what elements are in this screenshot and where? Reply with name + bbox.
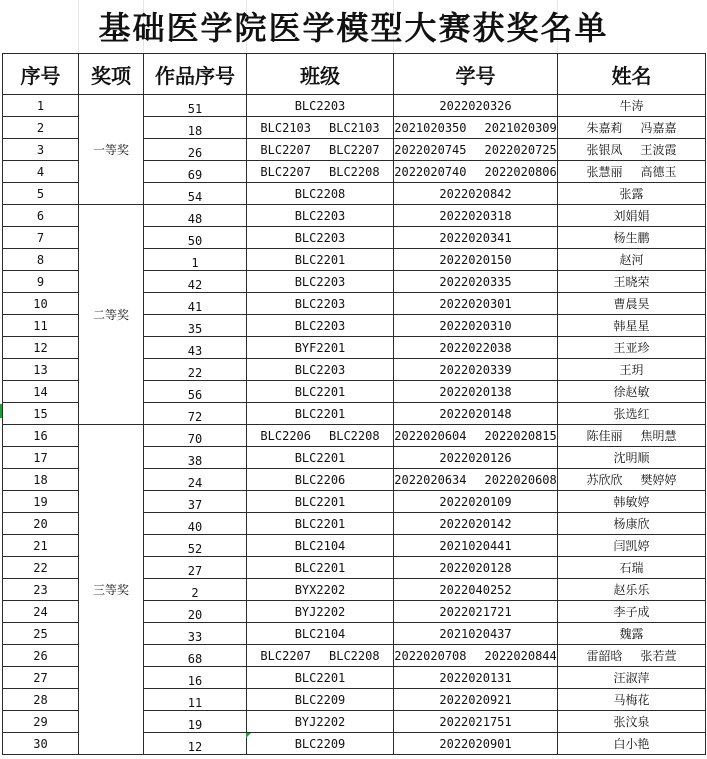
- cell-class[interactable]: [247, 711, 394, 733]
- cell-class-value: BLC2203: [294, 230, 346, 245]
- cell-name[interactable]: [558, 579, 706, 601]
- cell-student-id-value: 2022020901: [439, 736, 512, 751]
- cell-class-value: BLC2103: [329, 120, 380, 135]
- cell-class[interactable]: [247, 337, 394, 359]
- cell-class[interactable]: [247, 381, 394, 403]
- cell-student-id[interactable]: [394, 689, 558, 711]
- cell-class[interactable]: [247, 425, 394, 447]
- cell-name-value: 魏露: [619, 627, 644, 641]
- cell-seq[interactable]: 2: [3, 117, 79, 139]
- cell-name[interactable]: [558, 425, 706, 447]
- cell-work-no[interactable]: 22: [144, 359, 247, 381]
- header-class[interactable]: 班级: [247, 54, 394, 95]
- cell-student-id-value: 2022020815: [484, 428, 557, 443]
- cell-class[interactable]: [247, 579, 394, 601]
- cell-award[interactable]: 二等奖: [79, 205, 144, 425]
- cell-class-value: BLC2201: [294, 670, 346, 685]
- cell-class[interactable]: [247, 205, 394, 227]
- cell-class[interactable]: [247, 139, 394, 161]
- cell-seq[interactable]: 16: [3, 425, 79, 447]
- cell-work-no[interactable]: 12: [144, 733, 247, 755]
- cell-class[interactable]: [247, 601, 394, 623]
- cell-work-no[interactable]: 72: [144, 403, 247, 425]
- cell-name[interactable]: [558, 271, 706, 293]
- cell-seq[interactable]: 9: [3, 271, 79, 293]
- cell-name-value: 杨生鹏: [613, 231, 650, 245]
- cell-student-id[interactable]: [394, 183, 558, 205]
- cell-student-id-value: 2022020128: [439, 560, 512, 575]
- cell-work-no[interactable]: 70: [144, 425, 247, 447]
- cell-student-id-value: 2022020842: [439, 186, 512, 201]
- cell-name[interactable]: [558, 447, 706, 469]
- cell-name[interactable]: [558, 183, 706, 205]
- cell-seq[interactable]: 21: [3, 535, 79, 557]
- cell-class-value: BLC2201: [294, 406, 346, 421]
- cell-name[interactable]: [558, 513, 706, 535]
- cell-work-no[interactable]: 26: [144, 139, 247, 161]
- cell-work-no[interactable]: 41: [144, 293, 247, 315]
- cell-class[interactable]: [247, 689, 394, 711]
- cell-student-id-value: 2022020740: [394, 164, 467, 179]
- cell-student-id-value: 2022020745: [394, 142, 467, 157]
- cell-name[interactable]: [558, 161, 706, 183]
- header-name[interactable]: 姓名: [558, 54, 706, 95]
- cell-student-id-value: 2022020921: [439, 692, 512, 707]
- cell-student-id[interactable]: [394, 513, 558, 535]
- cell-name[interactable]: [558, 645, 706, 667]
- cell-student-id[interactable]: [394, 645, 558, 667]
- cell-student-id[interactable]: [394, 271, 558, 293]
- cell-student-id-value: 2022020148: [439, 406, 512, 421]
- cell-work-no[interactable]: 11: [144, 689, 247, 711]
- cell-student-id[interactable]: [394, 117, 558, 139]
- cell-work-no[interactable]: 1: [144, 249, 247, 271]
- cell-name-value: 牛涛: [619, 99, 644, 113]
- cell-student-id-value: 2022020126: [439, 450, 512, 465]
- cell-class-value: BLC2209: [294, 692, 346, 707]
- cell-name[interactable]: [558, 469, 706, 491]
- cell-student-id-value: 2022020335: [439, 274, 512, 289]
- cell-student-id-value: 2021020437: [439, 626, 512, 641]
- cell-class-value: BLC2104: [294, 626, 346, 641]
- cell-student-id-value: 2022020142: [439, 516, 512, 531]
- cell-seq[interactable]: 7: [3, 227, 79, 249]
- cell-work-no[interactable]: 2: [144, 579, 247, 601]
- cell-name-value: 闫凯婷: [613, 539, 650, 553]
- cell-class-value: BLC2208: [294, 186, 346, 201]
- cell-student-id-value: 2022020326: [439, 98, 512, 113]
- cell-student-id-value: 2022020708: [394, 648, 467, 663]
- cell-class-value: BLC2208: [329, 164, 380, 179]
- cell-work-no[interactable]: 33: [144, 623, 247, 645]
- cell-work-no[interactable]: 19: [144, 711, 247, 733]
- header-student-id[interactable]: 学号: [394, 54, 558, 95]
- cell-name-value: 焦明慧: [640, 429, 677, 443]
- cell-class-value: BLC2207: [260, 648, 311, 663]
- cell-student-id[interactable]: [394, 711, 558, 733]
- cell-name-value: 赵乐乐: [613, 583, 650, 597]
- cell-class[interactable]: [247, 227, 394, 249]
- cell-class-value: BLC2203: [294, 362, 346, 377]
- cell-seq[interactable]: 29: [3, 711, 79, 733]
- cell-student-id-value: 2022020806: [484, 164, 557, 179]
- cell-class[interactable]: [247, 271, 394, 293]
- cell-student-id-value: 2021020309: [484, 120, 557, 135]
- cell-name-value: 朱嘉莉: [586, 121, 623, 135]
- cell-award[interactable]: 三等奖: [79, 425, 144, 755]
- cell-student-id[interactable]: [394, 557, 558, 579]
- cell-work-no[interactable]: 54: [144, 183, 247, 205]
- table-row: [3, 205, 706, 227]
- cell-student-id[interactable]: [394, 227, 558, 249]
- cell-class[interactable]: [247, 293, 394, 315]
- cell-work-no[interactable]: 37: [144, 491, 247, 513]
- cell-work-no[interactable]: 24: [144, 469, 247, 491]
- cell-name[interactable]: [558, 491, 706, 513]
- cell-name-value: 高德玉: [640, 165, 677, 179]
- cell-seq[interactable]: 12: [3, 337, 79, 359]
- cell-name-value: 陈佳丽: [586, 429, 623, 443]
- cell-class-value: BLC2207: [329, 142, 380, 157]
- cell-name-value: 张汶泉: [613, 715, 650, 729]
- cell-work-no[interactable]: 35: [144, 315, 247, 337]
- cell-seq[interactable]: 1: [3, 95, 79, 117]
- cell-class-value: BLC2201: [294, 384, 346, 399]
- header-seq[interactable]: 序号: [3, 54, 79, 95]
- cell-name-value: 张若萱: [640, 649, 677, 663]
- cell-class-value: BYJ2202: [294, 604, 346, 619]
- cell-class[interactable]: [247, 403, 394, 425]
- cell-class-value: BLC2203: [294, 98, 346, 113]
- cell-class-value: BYX2202: [294, 582, 346, 597]
- cell-class[interactable]: [247, 623, 394, 645]
- cell-class[interactable]: [247, 535, 394, 557]
- cell-work-no[interactable]: 48: [144, 205, 247, 227]
- cell-student-id[interactable]: [394, 579, 558, 601]
- cell-student-id[interactable]: [394, 425, 558, 447]
- cell-name[interactable]: [558, 337, 706, 359]
- cell-award[interactable]: 一等奖: [79, 95, 144, 205]
- cell-seq[interactable]: 27: [3, 667, 79, 689]
- cell-student-id-value: 2022020150: [439, 252, 512, 267]
- cell-name[interactable]: [558, 315, 706, 337]
- cell-name[interactable]: [558, 249, 706, 271]
- cell-class-value: BLC2207: [260, 164, 311, 179]
- cell-name[interactable]: [558, 601, 706, 623]
- cell-work-no[interactable]: 56: [144, 381, 247, 403]
- cell-student-id[interactable]: [394, 293, 558, 315]
- header-row: [3, 54, 706, 95]
- cell-name-value: 王晓荣: [613, 275, 650, 289]
- cell-class[interactable]: [247, 249, 394, 271]
- cell-seq[interactable]: 11: [3, 315, 79, 337]
- cell-name[interactable]: [558, 227, 706, 249]
- cell-student-id-value: 2022020310: [439, 318, 512, 333]
- cell-student-id[interactable]: [394, 469, 558, 491]
- table-row: [3, 425, 706, 447]
- cell-student-id-value: 2022021721: [439, 604, 512, 619]
- cell-work-no[interactable]: 52: [144, 535, 247, 557]
- cell-work-no[interactable]: 20: [144, 601, 247, 623]
- cell-class-value: BLC2203: [294, 318, 346, 333]
- cell-name-value: 汪淑萍: [613, 671, 650, 685]
- cell-student-id[interactable]: [394, 95, 558, 117]
- cell-work-no[interactable]: 51: [144, 95, 247, 117]
- cell-class-value: BLC2203: [294, 296, 346, 311]
- cell-seq[interactable]: 18: [3, 469, 79, 491]
- cell-seq[interactable]: 4: [3, 161, 79, 183]
- cell-name[interactable]: [558, 95, 706, 117]
- cell-class[interactable]: [247, 447, 394, 469]
- cell-indicator: [0, 404, 2, 418]
- cell-class-value: BYF2201: [294, 340, 346, 355]
- cell-seq[interactable]: 19: [3, 491, 79, 513]
- page-title: 基础医学院医学模型大赛获奖名单: [98, 9, 609, 47]
- cell-name-value: 张选红: [613, 407, 650, 421]
- cell-student-id[interactable]: [394, 667, 558, 689]
- cell-name[interactable]: [558, 535, 706, 557]
- cell-work-no[interactable]: 27: [144, 557, 247, 579]
- cell-student-id-value: 2022020109: [439, 494, 512, 509]
- cell-student-id[interactable]: [394, 381, 558, 403]
- cell-name-value: 曹晨昊: [613, 297, 650, 311]
- awards-table: [2, 53, 706, 755]
- cell-class[interactable]: [247, 161, 394, 183]
- error-indicator-icon: [246, 733, 251, 738]
- cell-student-id-value: 2022020131: [439, 670, 512, 685]
- cell-work-no[interactable]: 42: [144, 271, 247, 293]
- cell-seq[interactable]: 10: [3, 293, 79, 315]
- cell-class-value: BLC2201: [294, 494, 346, 509]
- cell-name-value: 苏欣欣: [586, 473, 623, 487]
- cell-student-id[interactable]: [394, 491, 558, 513]
- cell-work-no[interactable]: 69: [144, 161, 247, 183]
- cell-seq[interactable]: 14: [3, 381, 79, 403]
- cell-name[interactable]: [558, 711, 706, 733]
- cell-class-value: BLC2208: [329, 648, 380, 663]
- cell-class-value: BLC2203: [294, 208, 346, 223]
- cell-student-id-value: 2021020441: [439, 538, 512, 553]
- cell-name[interactable]: [558, 139, 706, 161]
- cell-seq[interactable]: 17: [3, 447, 79, 469]
- cell-class[interactable]: [247, 645, 394, 667]
- cell-name-value: 王波霞: [640, 143, 677, 157]
- cell-student-id[interactable]: [394, 733, 558, 755]
- cell-name-value: 白小艳: [613, 737, 650, 751]
- cell-class-value: BLC2201: [294, 560, 346, 575]
- cell-name-value: 韩敏婷: [613, 495, 650, 509]
- cell-class-value: BYJ2202: [294, 714, 346, 729]
- cell-class-value: BLC2208: [329, 428, 380, 443]
- cell-name-value: 雷韶晗: [586, 649, 623, 663]
- cell-name-value: 徐赵敏: [613, 385, 650, 399]
- cell-student-id-value: 2022020634: [394, 472, 467, 487]
- cell-name[interactable]: [558, 359, 706, 381]
- cell-class-value: BLC2201: [294, 252, 346, 267]
- cell-student-id[interactable]: [394, 249, 558, 271]
- cell-student-id-value: 2021020350: [394, 120, 467, 135]
- cell-seq[interactable]: 3: [3, 139, 79, 161]
- cell-student-id-value: 2022020341: [439, 230, 512, 245]
- cell-name-value: 赵河: [619, 253, 644, 267]
- cell-class-value: BLC2206: [294, 472, 346, 487]
- cell-seq[interactable]: 5: [3, 183, 79, 205]
- cell-student-id[interactable]: [394, 161, 558, 183]
- cell-name-value: 王亚珍: [613, 341, 650, 355]
- cell-seq[interactable]: 30: [3, 733, 79, 755]
- cell-name[interactable]: [558, 293, 706, 315]
- cell-class[interactable]: [247, 491, 394, 513]
- cell-student-id[interactable]: [394, 623, 558, 645]
- cell-student-id[interactable]: [394, 447, 558, 469]
- cell-work-no[interactable]: 16: [144, 667, 247, 689]
- cell-seq[interactable]: 22: [3, 557, 79, 579]
- cell-class[interactable]: [247, 315, 394, 337]
- cell-name-value: 张露: [619, 187, 644, 201]
- cell-student-id-value: 2022040252: [439, 582, 512, 597]
- cell-student-id[interactable]: [394, 139, 558, 161]
- cell-work-no[interactable]: 40: [144, 513, 247, 535]
- cell-name-value: 石瑞: [619, 561, 644, 575]
- cell-name-value: 马梅花: [613, 693, 650, 707]
- cell-name-value: 张银凤: [586, 143, 623, 157]
- cell-class[interactable]: [247, 733, 394, 755]
- cell-name[interactable]: [558, 381, 706, 403]
- cell-class[interactable]: [247, 117, 394, 139]
- cell-seq[interactable]: 13: [3, 359, 79, 381]
- cell-name-value: 樊婷婷: [640, 473, 677, 487]
- cell-work-no[interactable]: 68: [144, 645, 247, 667]
- cell-name-value: 杨康欣: [613, 517, 650, 531]
- cell-student-id[interactable]: [394, 601, 558, 623]
- cell-student-id[interactable]: [394, 337, 558, 359]
- cell-work-no[interactable]: 43: [144, 337, 247, 359]
- cell-student-id-value: 2022020301: [439, 296, 512, 311]
- cell-student-id-value: 2022020608: [484, 472, 557, 487]
- table-body: [3, 95, 706, 755]
- cell-name[interactable]: [558, 403, 706, 425]
- cell-class-value: BLC2206: [260, 428, 311, 443]
- cell-student-id[interactable]: [394, 315, 558, 337]
- cell-name[interactable]: [558, 623, 706, 645]
- cell-name[interactable]: [558, 733, 706, 755]
- cell-name-value: 王玥: [619, 363, 644, 377]
- cell-class-value: BLC2201: [294, 516, 346, 531]
- cell-seq[interactable]: 20: [3, 513, 79, 535]
- cell-class-value: BLC2203: [294, 274, 346, 289]
- cell-name-value: 冯嘉嘉: [640, 121, 677, 135]
- cell-work-no[interactable]: 50: [144, 227, 247, 249]
- cell-class[interactable]: [247, 667, 394, 689]
- cell-student-id-value: 2022020138: [439, 384, 512, 399]
- header-award[interactable]: 奖项: [79, 54, 144, 95]
- cell-student-id[interactable]: [394, 535, 558, 557]
- cell-name[interactable]: [558, 689, 706, 711]
- cell-seq[interactable]: 24: [3, 601, 79, 623]
- cell-name-value: 李子成: [613, 605, 650, 619]
- cell-class-value: BLC2103: [260, 120, 311, 135]
- header-work-no[interactable]: 作品序号: [144, 54, 247, 95]
- cell-name[interactable]: [558, 117, 706, 139]
- cell-student-id[interactable]: [394, 359, 558, 381]
- cell-work-no[interactable]: 38: [144, 447, 247, 469]
- cell-seq[interactable]: 25: [3, 623, 79, 645]
- cell-class[interactable]: [247, 359, 394, 381]
- cell-student-id-value: 2022021751: [439, 714, 512, 729]
- cell-student-id-value: 2022020844: [484, 648, 557, 663]
- cell-class-value: BLC2207: [260, 142, 311, 157]
- cell-student-id-value: 2022020339: [439, 362, 512, 377]
- cell-student-id-value: 2022022038: [439, 340, 512, 355]
- cell-name[interactable]: [558, 557, 706, 579]
- cell-student-id-value: 2022020604: [394, 428, 467, 443]
- cell-student-id[interactable]: [394, 403, 558, 425]
- cell-class-value: BLC2201: [294, 450, 346, 465]
- cell-name-value: 沈明顺: [613, 451, 650, 465]
- cell-name[interactable]: [558, 667, 706, 689]
- cell-student-id-value: 2022020725: [484, 142, 557, 157]
- cell-class-value: BLC2104: [294, 538, 346, 553]
- cell-class[interactable]: [247, 183, 394, 205]
- cell-name-value: 刘娟娟: [613, 209, 650, 223]
- cell-class[interactable]: [247, 513, 394, 535]
- cell-name-value: 张慧丽: [586, 165, 623, 179]
- table-row: [3, 95, 706, 117]
- cell-seq[interactable]: 8: [3, 249, 79, 271]
- cell-seq[interactable]: 6: [3, 205, 79, 227]
- cell-class-value: BLC2209: [294, 736, 346, 751]
- cell-class[interactable]: [247, 95, 394, 117]
- cell-seq[interactable]: 26: [3, 645, 79, 667]
- cell-name[interactable]: [558, 205, 706, 227]
- cell-seq[interactable]: 15: [3, 403, 79, 425]
- cell-student-id[interactable]: [394, 205, 558, 227]
- cell-work-no[interactable]: 18: [144, 117, 247, 139]
- cell-class[interactable]: [247, 469, 394, 491]
- cell-class[interactable]: [247, 557, 394, 579]
- cell-seq[interactable]: 28: [3, 689, 79, 711]
- cell-seq[interactable]: 23: [3, 579, 79, 601]
- cell-name-value: 韩星星: [613, 319, 650, 333]
- cell-student-id-value: 2022020318: [439, 208, 512, 223]
